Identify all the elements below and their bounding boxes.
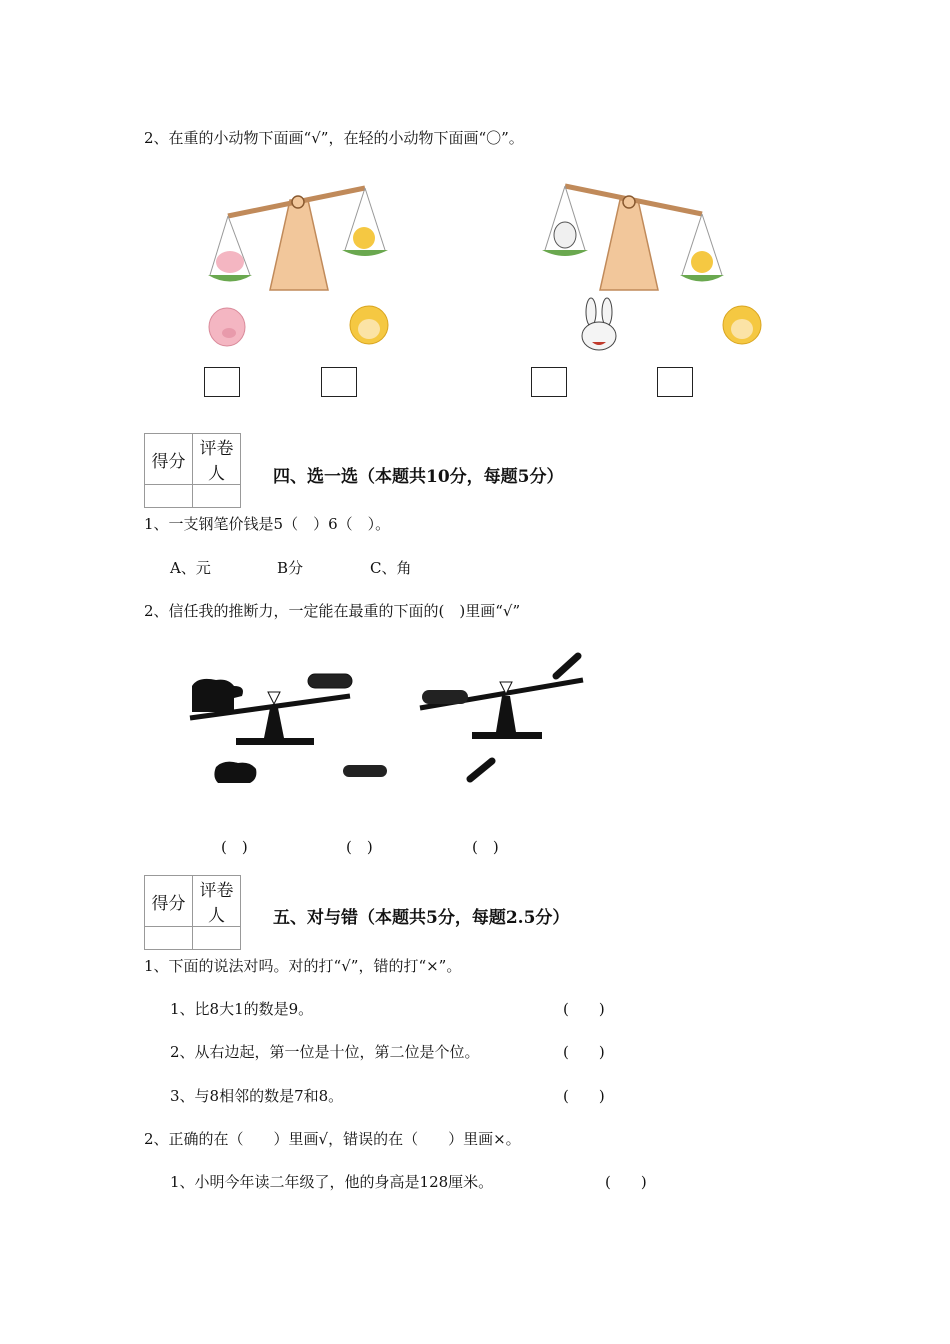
score-cell[interactable] [145,927,193,950]
answer-blank[interactable]: ( ) [346,838,373,856]
pig-icon [205,303,249,349]
question-text: 2、在重的小动物下面画“√”，在轻的小动物下面画“〇”。 [144,129,524,147]
question-text: 2、正确的在（ ）里画√，错误的在（ ）里画×。 [144,1130,521,1148]
statement-text: 3、与8相邻的数是7和8。 [170,1087,344,1105]
score-label: 得分 [145,876,193,927]
balance-scale-illustration [200,180,400,300]
section-heading: 四、选一选（本题共10分，每题5分） [273,467,564,487]
kettle-icon [212,757,260,787]
option-c: C、角 [370,559,412,577]
seesaw-illustration [418,652,588,744]
answer-blank[interactable]: ( ) [563,1000,605,1018]
question-text: 2、信任我的推断力，一定能在最重的下面的( )里画“√” [144,602,521,620]
statement-text: 1、小明今年读二年级了，他的身高是128厘米。 [170,1173,494,1191]
answer-blank[interactable]: ( ) [472,838,499,856]
answer-blank[interactable]: ( ) [605,1173,647,1191]
rabbit-icon [576,298,622,352]
grader-label: 评卷人 [193,876,241,927]
answer-box[interactable] [204,367,240,397]
answer-box[interactable] [321,367,357,397]
score-table [144,875,241,950]
score-cell[interactable] [145,485,193,508]
monkey-icon [720,303,764,347]
pencil-icon [466,757,496,783]
answer-box[interactable] [531,367,567,397]
seesaw-illustration [188,668,358,758]
statement-text: 1、比8大1的数是9。 [170,1000,314,1018]
pencil-icon [342,763,388,779]
answer-box[interactable] [657,367,693,397]
answer-blank[interactable]: ( ) [563,1043,605,1061]
question-text: 1、下面的说法对吗。对的打“√”，错的打“×”。 [144,957,462,975]
grader-cell[interactable] [193,927,241,950]
score-label: 得分 [145,434,193,485]
grader-cell[interactable] [193,485,241,508]
statement-text: 2、从右边起，第一位是十位，第二位是个位。 [170,1043,480,1061]
section-heading: 五、对与错（本题共5分，每题2.5分） [273,908,570,928]
option-b: B分 [277,559,304,577]
monkey-icon [347,303,391,347]
question-text: 1、一支钢笔价钱是5（ ）6（ ）。 [144,515,391,533]
balance-scale-illustration [540,180,740,300]
answer-blank[interactable]: ( ) [221,838,248,856]
answer-blank[interactable]: ( ) [563,1087,605,1105]
grader-label: 评卷人 [193,434,241,485]
option-a: A、元 [170,559,211,577]
score-table [144,433,241,508]
